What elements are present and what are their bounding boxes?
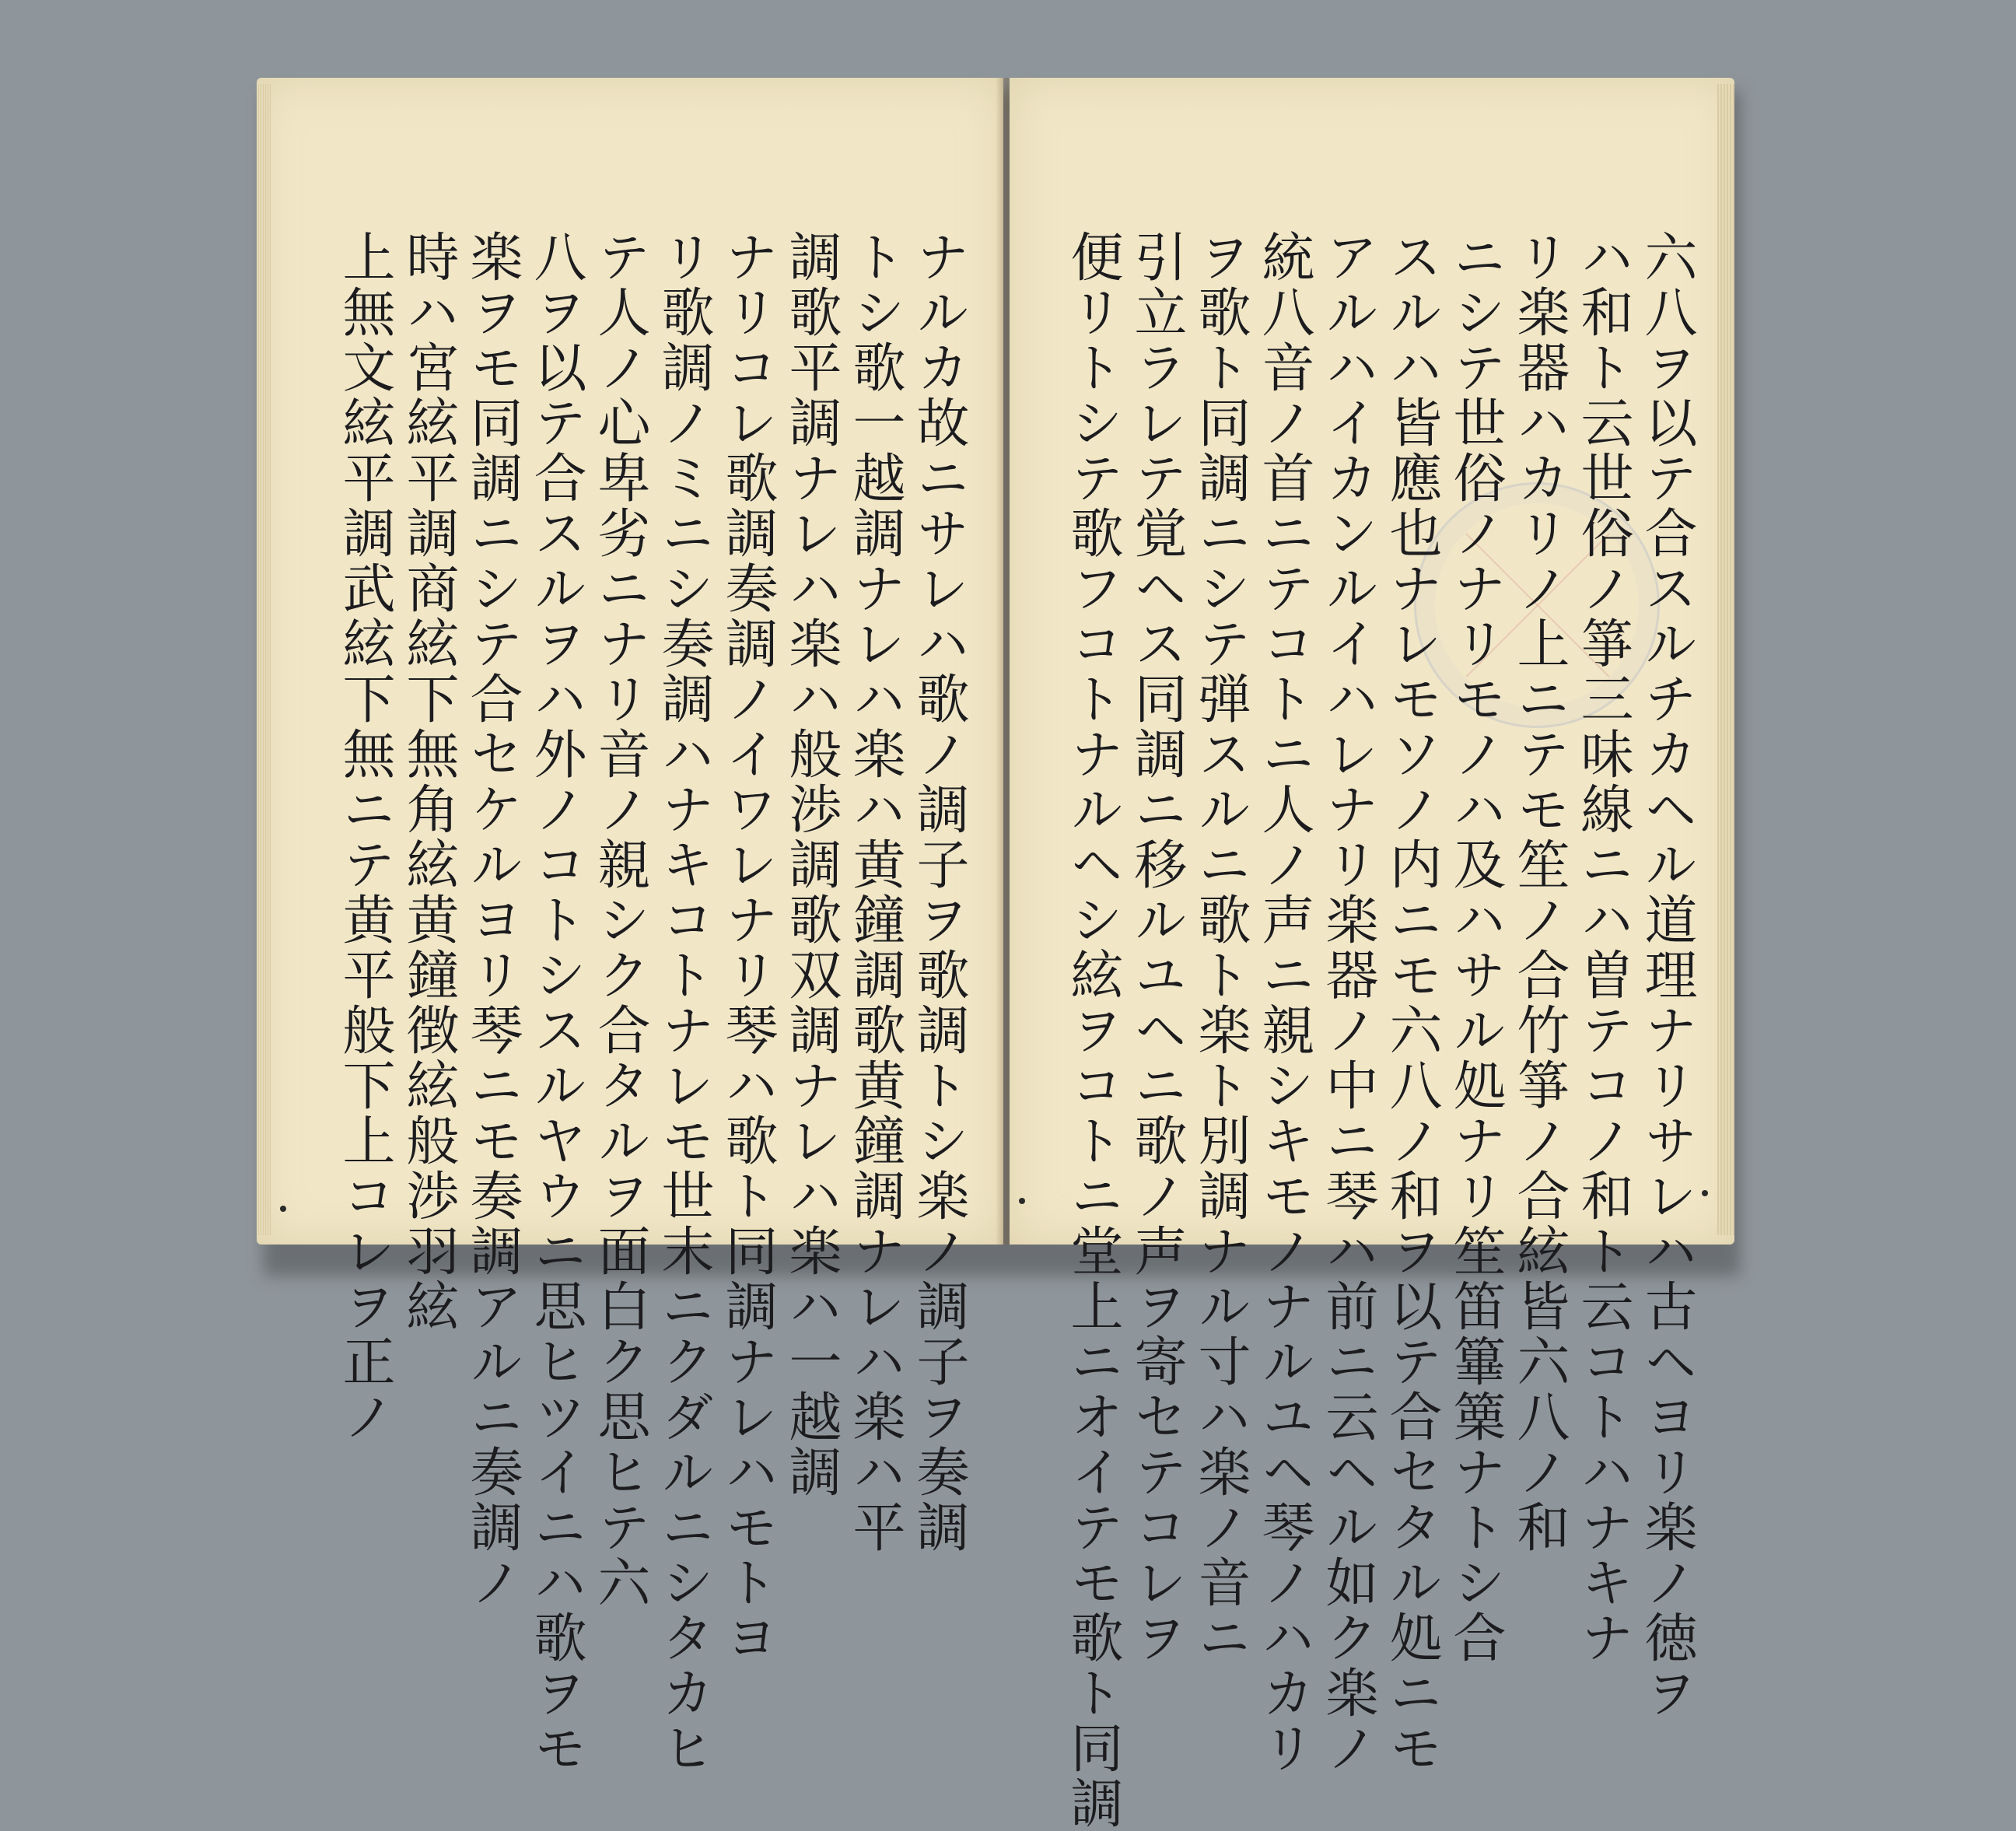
text-column: トシ歌一越調ナレハ楽ハ黄鐘調歌黄鐘調ナレハ楽ハ平 bbox=[844, 229, 905, 1555]
text-column: 楽ヲモ同調ニシテ合セケルヨリ琴ニモ奏調アルニ奏調ノ bbox=[461, 229, 523, 1610]
text-column: 引立ラレテ覚ヘス同調ニ移ルユヘニ歌ノ声ヲ寄セテコレヲ bbox=[1125, 229, 1187, 1665]
text-column: 上無文絃平調武絃下無ニテ黄平般下上コレヲ正ノ bbox=[334, 229, 395, 1444]
text-column: リ歌調ノミニシ奏調ハナキコトナレモ世末ニクダルニシタカヒ bbox=[653, 229, 714, 1776]
text-column: 調歌平調ナレハ楽ハ般渉調歌双調ナレハ楽ハ一越調 bbox=[780, 229, 842, 1500]
open-book bbox=[257, 78, 1734, 1831]
text-column: スルハ皆應也ナレモソノ内ニモ六八ノ和ヲ以テ合セタル処ニモ bbox=[1381, 229, 1442, 1776]
binding-hole bbox=[280, 1206, 286, 1212]
text-column: ヲ歌ト同調ニシテ弾スルニ歌ト楽ト別調ナル寸ハ楽ノ音ニ bbox=[1189, 229, 1251, 1665]
text-column: ハ和ト云世俗ノ箏三味線ニハ曽テコノ和ト云コトハナキナ bbox=[1572, 229, 1633, 1665]
text-column: 統八音ノ首ニテコトニ人ノ声ニ親シキモノナルユヘ琴ノハカリ bbox=[1253, 229, 1314, 1776]
text-column: 便リトシテ歌フコトナルヘシ絃ヲコトニ堂上ニオイテモ歌ト同調 bbox=[1062, 229, 1123, 1831]
right-page bbox=[1010, 78, 1734, 1831]
text-column: リ楽器ハカリノ上ニテモ笙ノ合竹箏ノ合絃皆六八ノ和 bbox=[1508, 229, 1570, 1555]
binding-hole bbox=[1019, 1198, 1025, 1204]
text-column: 時ハ宮絃平調商絃下無角絃黄鐘徴絃般渉羽絃 bbox=[397, 229, 459, 1334]
text-column: アルハイカンルイハレナリ楽器ノ中ニ琴ハ前ニ云ヘル如ク楽ノ bbox=[1317, 229, 1378, 1776]
text-column: ナリコレ歌調奏調ノイワレナリ琴ハ歌ト同調ナレハモトヨ bbox=[716, 229, 778, 1665]
text-column: テ人ノ心卑劣ニナリ音ノ親シク合タルヲ面白ク思ヒテ六 bbox=[589, 229, 650, 1610]
left-page bbox=[257, 78, 1003, 1776]
text-column: 八ヲ以テ合スルヲハ外ノコトシスルヤウニ思ヒツイニハ歌ヲモ bbox=[525, 229, 586, 1776]
text-column: ニシテ世俗ノナリモノハ及ハサル処ナリ笙笛篳篥ナトシ合 bbox=[1444, 229, 1506, 1665]
text-column: 六八ヲ以テ合スルチカヘル道理ナリサレハ古ヘヨリ楽ノ徳ヲ bbox=[1636, 229, 1697, 1721]
text-column: ナルカ故ニサレハ歌ノ調子ヲ歌調トシ楽ノ調子ヲ奏調 bbox=[908, 229, 969, 1555]
binding-hole bbox=[1702, 1190, 1708, 1196]
